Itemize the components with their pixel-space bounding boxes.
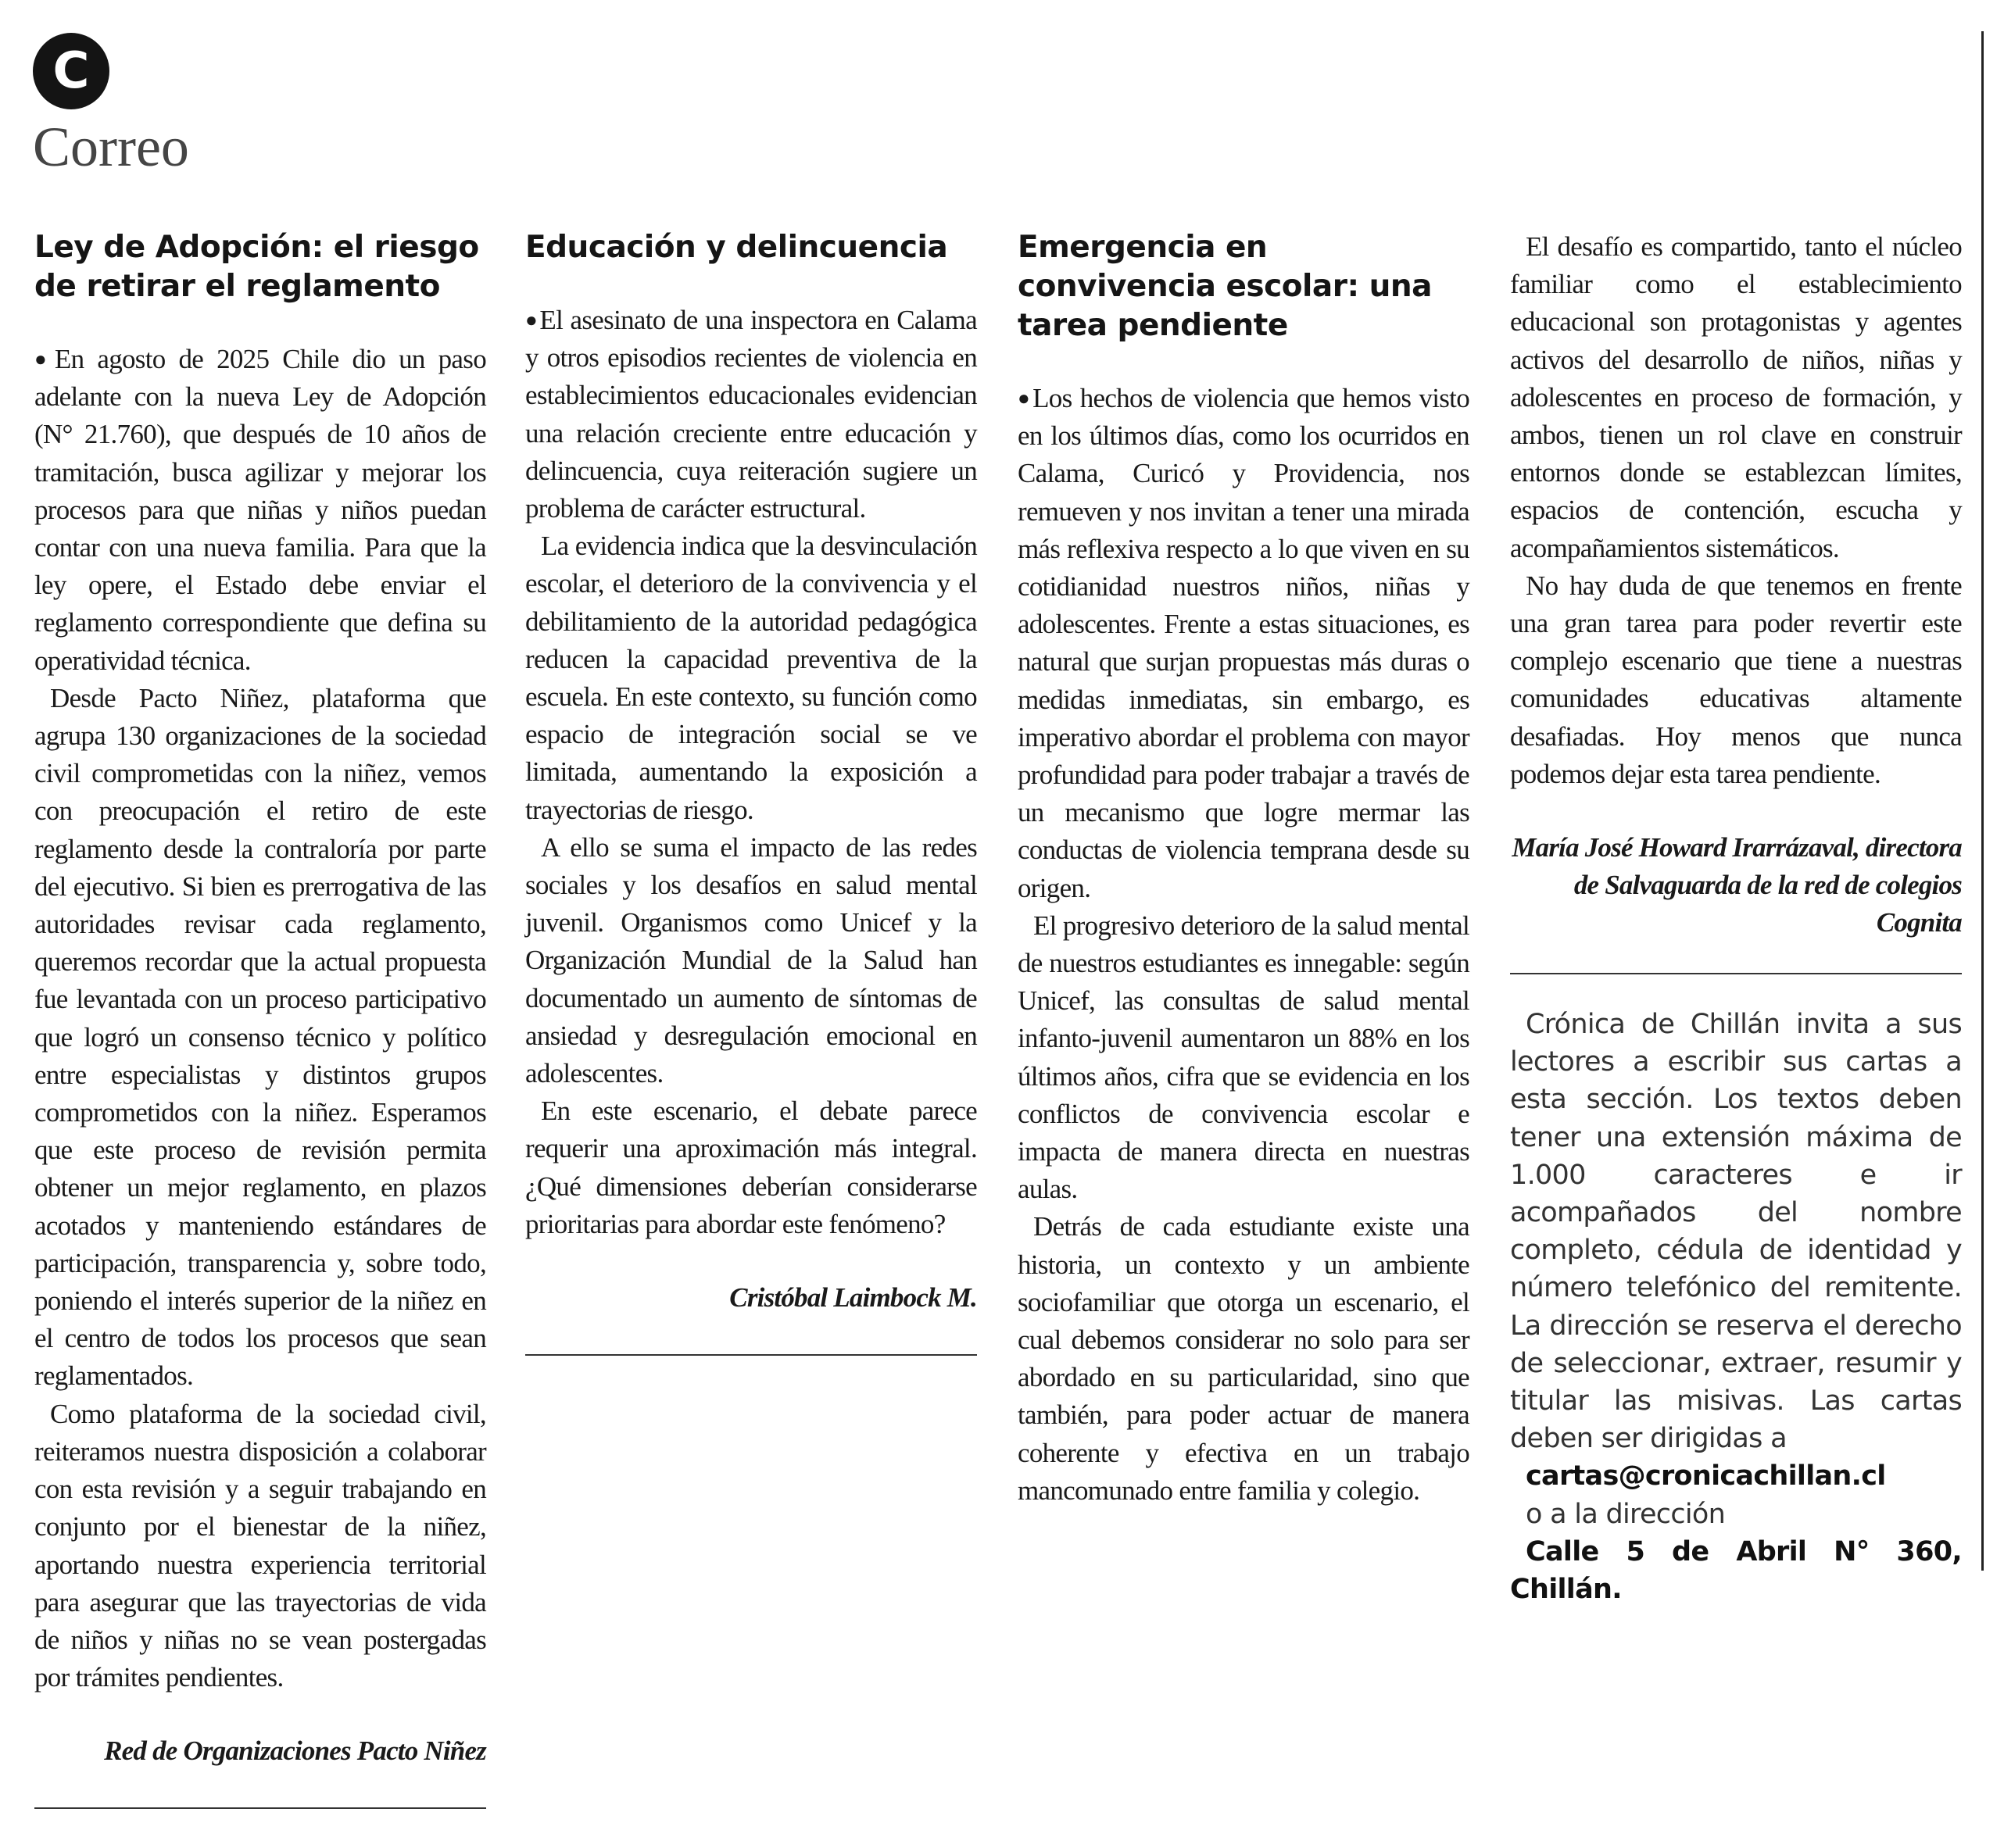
- letter-convivencia: [1018, 228, 1469, 1510]
- info-box-divider: [1510, 973, 1962, 974]
- submission-email[interactable]: cartas@cronicachillan.cl: [1526, 1460, 1886, 1492]
- column-4: [1510, 228, 1962, 1608]
- letter-paragraph: No hay duda de que tenemos en frente una gran tarea para poder revertir este complejo escenario que tiene a nuestras comunidades educativas altamente desafiadas. Hoy menos que nunca podemos dejar esta tarea pendiente.: [1510, 570, 1962, 789]
- letter-adopcion: [34, 228, 486, 1809]
- submission-info-text: Crónica de Chillán invita a sus lectores a escribir sus cartas a esta sección. Los textos deben tener una extensión máxima de 1.000 caracteres e ir acompañados del nombre completo, cédula de identidad y número telefónico del remitente. La dirección se reserva el derecho de seleccionar, extraer, resumir y titular las misivas. Las cartas deben ser dirigidas a: [1510, 1009, 1962, 1455]
- column-3: [1018, 228, 1469, 1510]
- column-2: [525, 228, 977, 1395]
- letter-title: Emergencia en convivencia escolar: una tarea pendiente: [1018, 230, 1433, 343]
- submission-address: Calle 5 de Abril N° 360, Chillán.: [1510, 1535, 1962, 1606]
- letter-paragraph: El progresivo deterioro de la salud mental de nuestros estudiantes es innegable: según Unicef, las consultas de salud mental infanto-juvenil aumentaron un 88% en los últimos años, cifra que se evidencia en los conflictos de convivencia escolar e impacta de manera directa en nuestras aulas.: [1018, 910, 1469, 1205]
- bullet-icon: ●: [525, 309, 539, 331]
- letter-educacion: [525, 228, 977, 1356]
- letter-divider: [525, 1354, 977, 1356]
- letter-paragraph: La evidencia indica que la desvinculación escolar, el deterioro de la convivencia y el debilitamiento de la autoridad pedagógica reducen la capacidad preventiva de la escuela. En este contexto, su función como espacio de integración social se ve limitada, aumentando la exposición a trayectorias de riesgo.: [525, 531, 977, 825]
- letter-paragraph: A ello se suma el impacto de las redes sociales y los desafíos en salud mental juvenil. Organismos como Unicef y la Organización Mundial de la Salud han documentado un aumento de síntomas de ansiedad y desregulación emocional en adolescentes.: [525, 831, 977, 1089]
- letter-divider: [34, 1807, 486, 1809]
- letter-signature: Cristóbal Laimbock M.: [729, 1282, 977, 1314]
- letter-paragraph: El desafío es compartido, tanto el núcleo familiar como el establecimiento educacional son protagonistas y agentes activos del desarrollo de niños, niñas y adolescentes en proceso de formación, y ambos, tienen un rol clave en construir entornos donde se establezcan límites, espacios de contención, escucha y acompañamientos sistemáticos.: [1510, 231, 1962, 563]
- letter-title: Ley de Adopción: el riesgo de retirar el reglamento: [34, 230, 479, 304]
- letter-paragraph: Desde Pacto Niñez, plataforma que agrupa 130 organizaciones de la sociedad civil comprometidas con la niñez, vemos con preocupación el retiro de este reglamento desde la contraloría por parte del ejecutivo. Si bien es prerrogativa de las autoridades revisar cada reglamento, queremos recordar que la actual propuesta fue levantada con un proceso participativo que logró un consenso técnico y político entre especialistas y distintos grupos comprometidos con la niñez. Esperamos que este proceso de revisión permita obtener un mejor reglamento, en plazos acotados y manteniendo estándares de participación, transparencia y, sobre todo, poniendo el interés superior de la niñez en el centro de todos los procesos que sean reglamentados.: [34, 682, 486, 1392]
- column-1: [34, 228, 486, 1848]
- bullet-icon: ●: [34, 348, 53, 370]
- letter-paragraph: Como plataforma de la sociedad civil, reiteramos nuestra disposición a colaborar con esta revisión y a seguir trabajando en conjunto por el bienestar de la niñez, aportando nuestra experiencia territorial para asegurar que las trayectorias de vida de niños y niñas no se vean postergadas por trámites pendientes.: [34, 1398, 486, 1693]
- section-title: Correo: [33, 116, 189, 178]
- submission-or-address: o a la dirección: [1526, 1498, 1726, 1530]
- letter-paragraph: ●El asesinato de una inspectora en Calama y otros episodios recientes de violencia en establecimientos educacionales evidencian una relación creciente entre educación y delincuencia, cuya reiteración sugiere un problema de carácter estructural.: [525, 305, 977, 524]
- bullet-icon: ●: [1018, 387, 1032, 409]
- letter-signature: Red de Organizaciones Pacto Niñez: [104, 1735, 486, 1767]
- submission-info-box: [1510, 1006, 1962, 1608]
- page-edge-rule: [1981, 31, 1984, 1571]
- letter-paragraph: En este escenario, el debate parece requerir una aproximación más integral. ¿Qué dimensiones deberían considerarse prioritarias para abordar este fenómeno?: [525, 1096, 977, 1239]
- letter-paragraph: Detrás de cada estudiante existe una historia, un contexto y un ambiente sociofamiliar que otorga un escenario, el cual debemos considerar no solo para ser abordado en su particularidad, sino que también, para poder actuar de manera coherente y efectiva en un trabajo mancomunado entre familia y colegio.: [1018, 1211, 1469, 1506]
- section-logo-icon: C: [33, 33, 109, 109]
- letter-paragraph: ●Los hechos de violencia que hemos visto en los últimos días, como los ocurridos en Calama, Curicó y Providencia, nos remueven y nos invitan a tener una mirada más reflexiva respecto a lo que viven en su cotidianidad nuestros niños, niñas y adolescentes. Frente a estas situaciones, es natural que surjan propuestas más duras o medidas inmediatas, sin embargo, es imperativo abordar el problema con mayor profundidad para poder trabajar a través de un mecanismo que logre mermar las conductas de violencia temprana desde su origen.: [1018, 383, 1469, 903]
- letter-title: Educación y delincuencia: [525, 230, 948, 265]
- letter-paragraph: ●En agosto de 2025 Chile dio un paso adelante con la nueva Ley de Adopción (N° 21.760), que después de 10 años de tramitación, busca agilizar y mejorar los procesos para que niñas y niños puedan contar con una nueva familia. Para que la ley opere, el Estado debe enviar el reglamento correspondiente que defina su operatividad técnica.: [34, 344, 486, 676]
- letter-signature: María José Howard Irarrázaval, directora de Salvaguarda de la red de colegios Cognita: [1512, 832, 1962, 938]
